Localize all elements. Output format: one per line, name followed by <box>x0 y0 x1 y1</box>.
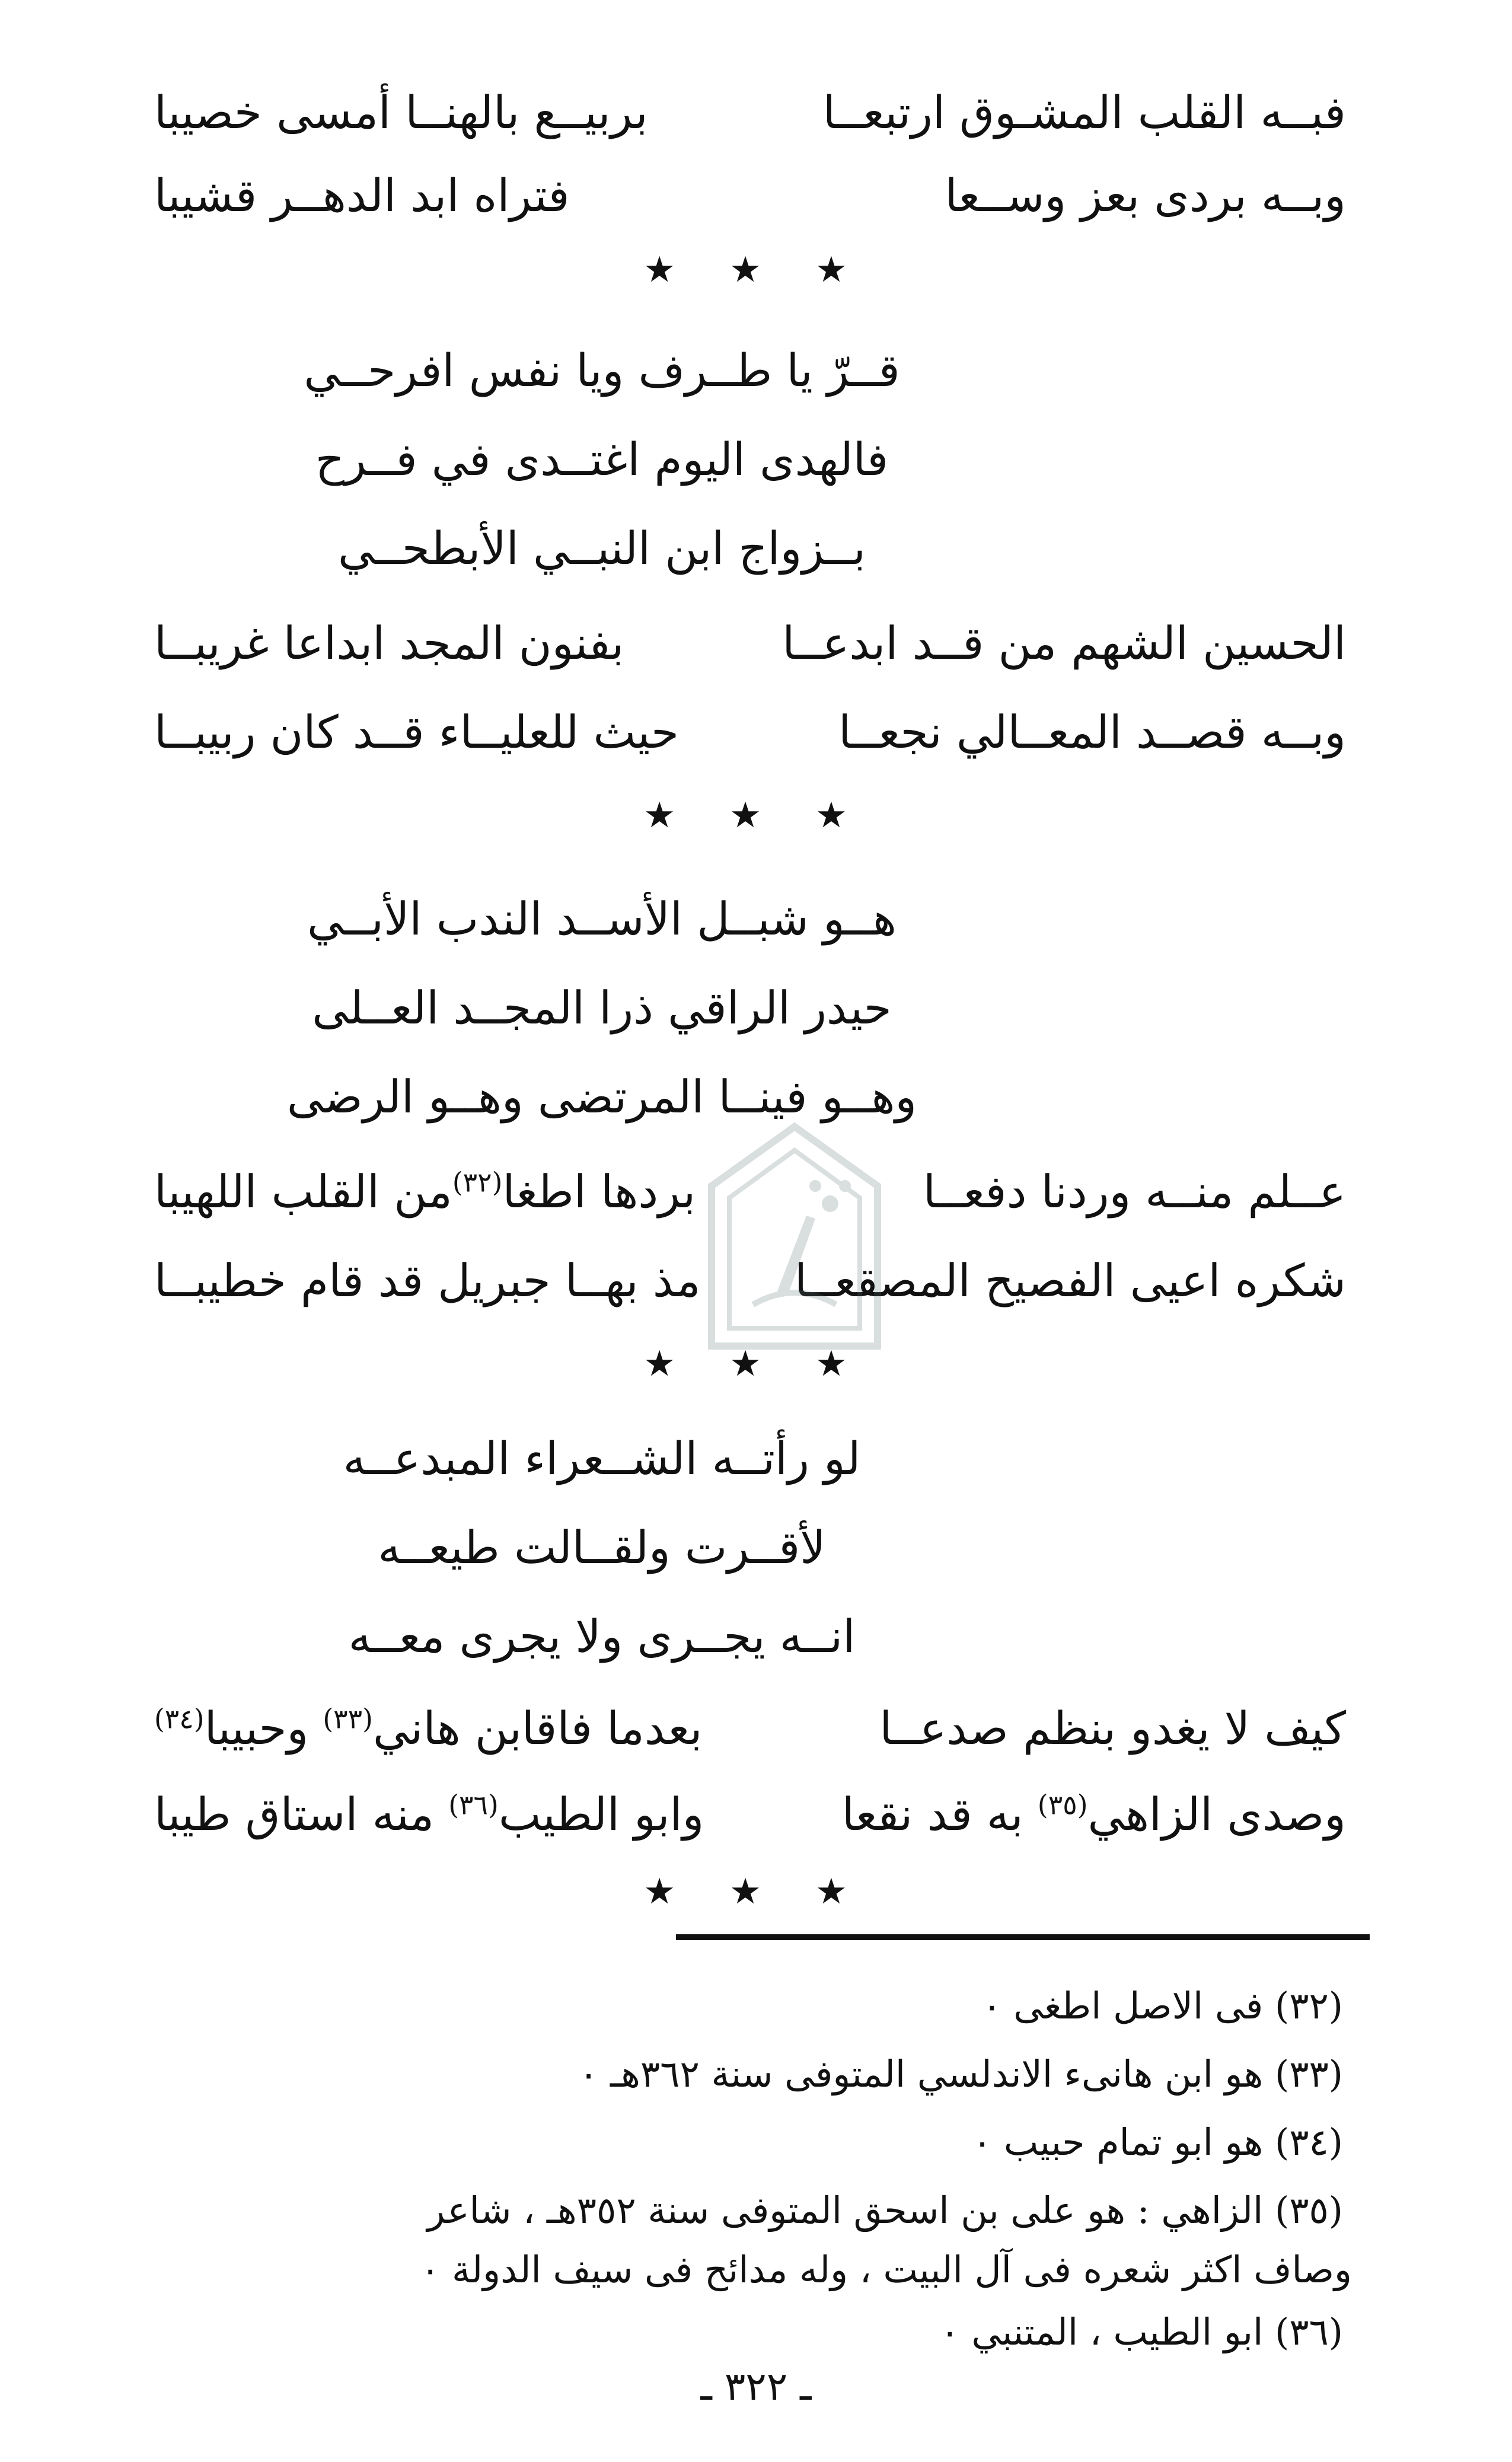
footnote-ref: (٣٢) <box>452 1166 503 1198</box>
verse-line: هــو شبــل الأســد الندب الأبــي <box>307 892 897 945</box>
verse-line: بــزواج ابن النبــي الأبطحــي <box>338 522 866 575</box>
footnote-ref: (٣٤) <box>154 1703 205 1735</box>
verse-line: لو رأتــه الشــعراء المبدعــه <box>343 1432 861 1485</box>
couplet <box>154 697 1346 780</box>
verse-line: انــه يجــرى ولا يجرى معــه <box>348 1610 856 1663</box>
hemistich-right: شكره اعيى الفصيح المصقعــا <box>794 1254 1346 1307</box>
section-divider-stars: ★ ★ ★ <box>643 1871 869 1912</box>
footnote-ref: (٣٦) <box>448 1789 499 1821</box>
footnote-ref: (٣٥) <box>1037 1789 1088 1821</box>
library-watermark-logo-icon <box>688 1115 901 1364</box>
couplet <box>154 160 1346 243</box>
footnote-ref: (٣٣) <box>323 1703 373 1735</box>
verse-line: قــرّ يا طــرف ويا نفس افرحــي <box>304 344 900 397</box>
footnote: (٣٢) فى الاصل اطغى ٠ <box>982 1984 1343 2027</box>
hemistich-left: بفنون المجد ابداعا غريبــا <box>154 617 624 669</box>
hemistich-left: بردها اطغا$^{(٣٢)}$من القلب اللهيبا <box>154 1165 696 1218</box>
footnote: (٣٤) هو ابو تمام حبيب ٠ <box>972 2120 1343 2164</box>
hemistich-left: فتراه ابد الدهــر قشيبا <box>154 169 570 222</box>
page-number: ـ ٣٢٢ ـ <box>700 2364 812 2409</box>
section-divider-stars: ★ ★ ★ <box>643 249 869 291</box>
couplet <box>154 1779 1346 1862</box>
footnote: (٣٣) هو ابن هانىء الاندلسي المتوفى سنة ٣٦٢هـ ٠ <box>578 2052 1343 2096</box>
hemistich-right: وبــه قصــد المعــالي نجعــا <box>838 706 1346 758</box>
hemistich-left: حيث للعليــاء قــد كان ربيبــا <box>154 706 679 758</box>
footnote: (٣٥) الزاهي : هو على بن اسحق المتوفى سنة ٣٥٢هـ ، شاعر <box>427 2189 1343 2232</box>
section-divider-stars: ★ ★ ★ <box>643 795 869 836</box>
couplet <box>154 77 1346 160</box>
couplet <box>154 1693 1346 1776</box>
hemistich-left: بربيــع بالهنــا أمسى خصيبا <box>154 86 648 139</box>
footnote-continuation: وصاف اكثر شعره فى آل البيت ، وله مدائح فى سيف الدولة ٠ <box>420 2248 1352 2291</box>
verse-line: فالهدى اليوم اغتــدى في فــرح <box>315 433 889 486</box>
verse-line: وهــو فينــا المرتضى وهــو الرضى <box>286 1070 917 1123</box>
hemistich-right: وصدى الزاهي$^{(٣٥)}$ به قد نقعا <box>841 1788 1346 1841</box>
couplet <box>154 608 1346 691</box>
hemistich-right: عــلم منــه وردنا دفعــا <box>923 1165 1346 1218</box>
verse-line: لأقــرت ولقــالت طيعــه <box>378 1521 826 1574</box>
hemistich-right: فبــه القلب المشـوق ارتبعــا <box>822 86 1346 139</box>
hemistich-right: وبــه بردى بعز وســعا <box>945 169 1346 222</box>
verse-line: حيدر الراقي ذرا المجــد العــلى <box>312 981 892 1034</box>
hemistich-left: وابو الطيب$^{(٣٦)}$ منه استاق طيبا <box>154 1788 704 1841</box>
footnote: (٣٦) ابو الطيب ، المتنبي ٠ <box>940 2310 1343 2353</box>
footnote-separator-rule <box>676 1934 1370 1940</box>
hemistich-left: بعدما فاقابن هاني$^{(٣٣)}$ وحبيبا$^{(٣٤)}$ <box>154 1702 703 1755</box>
hemistich-right: الحسين الشهم من قــد ابدعــا <box>782 617 1346 669</box>
hemistich-right: كيف لا يغدو بنظم صدعــا <box>879 1702 1346 1755</box>
hemistich-left: مذ بهــا جبريل قد قام خطيبــا <box>154 1254 701 1307</box>
section-divider-stars: ★ ★ ★ <box>643 1343 869 1385</box>
